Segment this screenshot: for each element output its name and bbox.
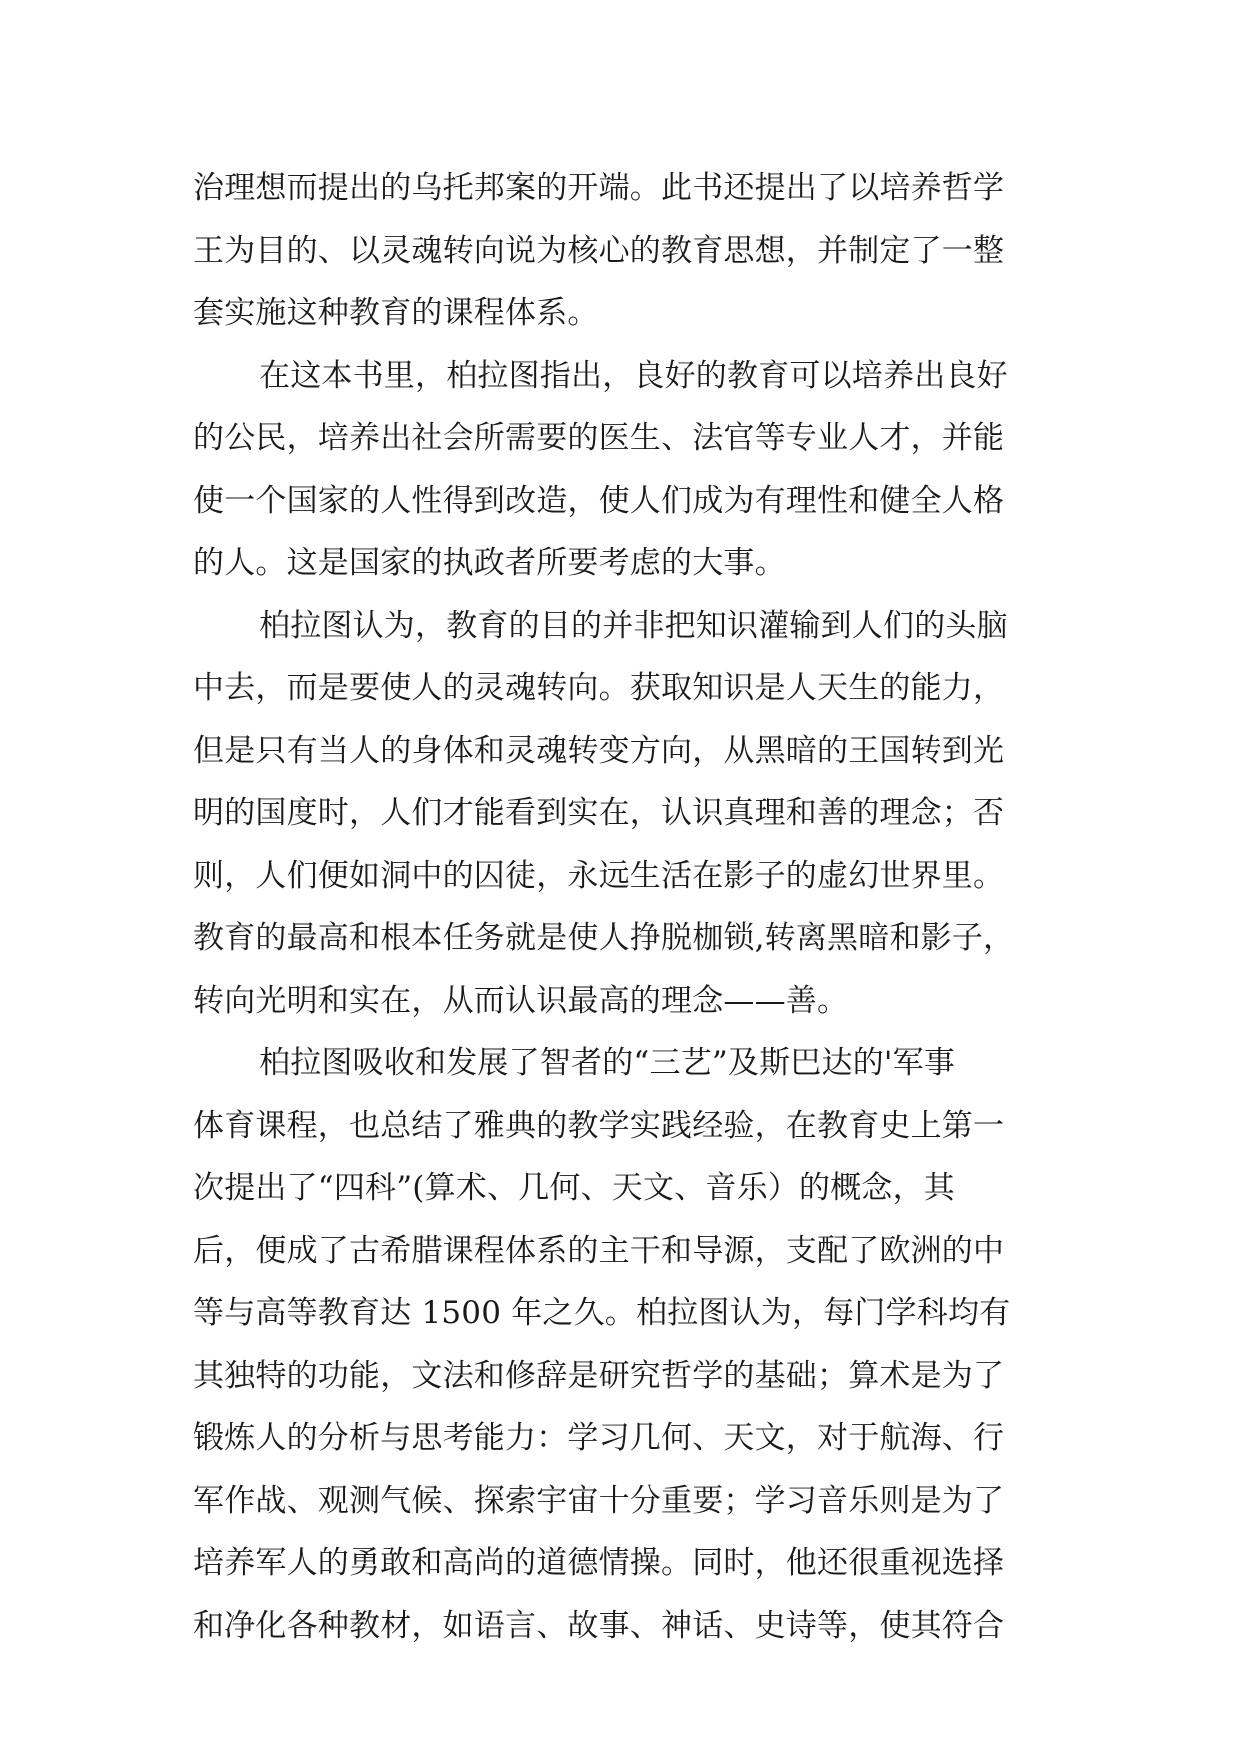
paragraph-first-line: 在这本书里，柏拉图指出，良好的教育可以培养出良好 [259,357,1008,394]
text-line: 的人。这是国家的执政者所要考虑的大事。 [193,545,786,581]
document-body [193,157,1073,1657]
text-line: 和净化各种教材，如语言、故事、神话、史诗等，使其符合 [193,1607,1005,1644]
text-line: 中去，而是要使人的灵魂转向。获取知识是人天生的能力， [193,670,1005,706]
text-line: 明的国度时，人们才能看到实在，认识真理和善的理念；否 [193,795,1005,831]
text-line: 教育的最高和根本任务就是使人挣脱枷锁,转离黑暗和影子， [193,920,1015,956]
text-line: 则，人们便如洞中的囚徒，永远生活在影子的虚幻世界里。 [193,857,1005,894]
paragraph-first-line: 柏拉图吸收和发展了智者的“三艺”及斯巴达的'军事 [259,1045,956,1081]
text-line: 但是只有当人的身体和灵魂转变方向，从黑暗的王国转到光 [193,732,1005,769]
text-line: 军作战、观测气候、探索宇宙十分重要；学习音乐则是为了 [193,1482,1005,1519]
paragraph-first-line: 柏拉图认为，教育的目的并非把知识灌输到人们的头脑 [259,607,1008,644]
text-line: 使一个国家的人性得到改造，使人们成为有理性和健全人格 [193,482,1005,519]
text-line: 锻炼人的分析与思考能力：学习几何、天文，对于航海、行 [193,1420,1005,1456]
text-line: 后，便成了古希腊课程体系的主干和导源，支配了欧洲的中 [193,1232,1005,1269]
text-line: 治理想而提出的乌托邦案的开端。此书还提出了以培养哲学 [193,170,1005,206]
text-line: 王为目的、以灵魂转向说为核心的教育思想，并制定了一整 [193,232,1005,269]
text-line: 的公民，培养出社会所需要的医生、法官等专业人才，并能 [193,420,1005,456]
text-line: 等与高等教育达 1500 年之久。柏拉图认为，每门学科均有 [193,1295,1011,1331]
text-line: 转向光明和实在，从而认识最高的理念——善。 [193,982,849,1019]
text-line: 其独特的功能，文法和修辞是研究哲学的基础；算术是为了 [193,1357,1005,1394]
text-line: 次提出了“四科”(算术、几何、天文、音乐）的概念，其 [193,1170,955,1206]
text-line: 体育课程，也总结了雅典的教学实践经验，在教育史上第一 [193,1107,1005,1144]
text-line: 套实施这种教育的课程体系。 [193,295,599,331]
text-line: 培养军人的勇敢和高尚的道德情操。同时，他还很重视选择 [193,1545,1005,1581]
